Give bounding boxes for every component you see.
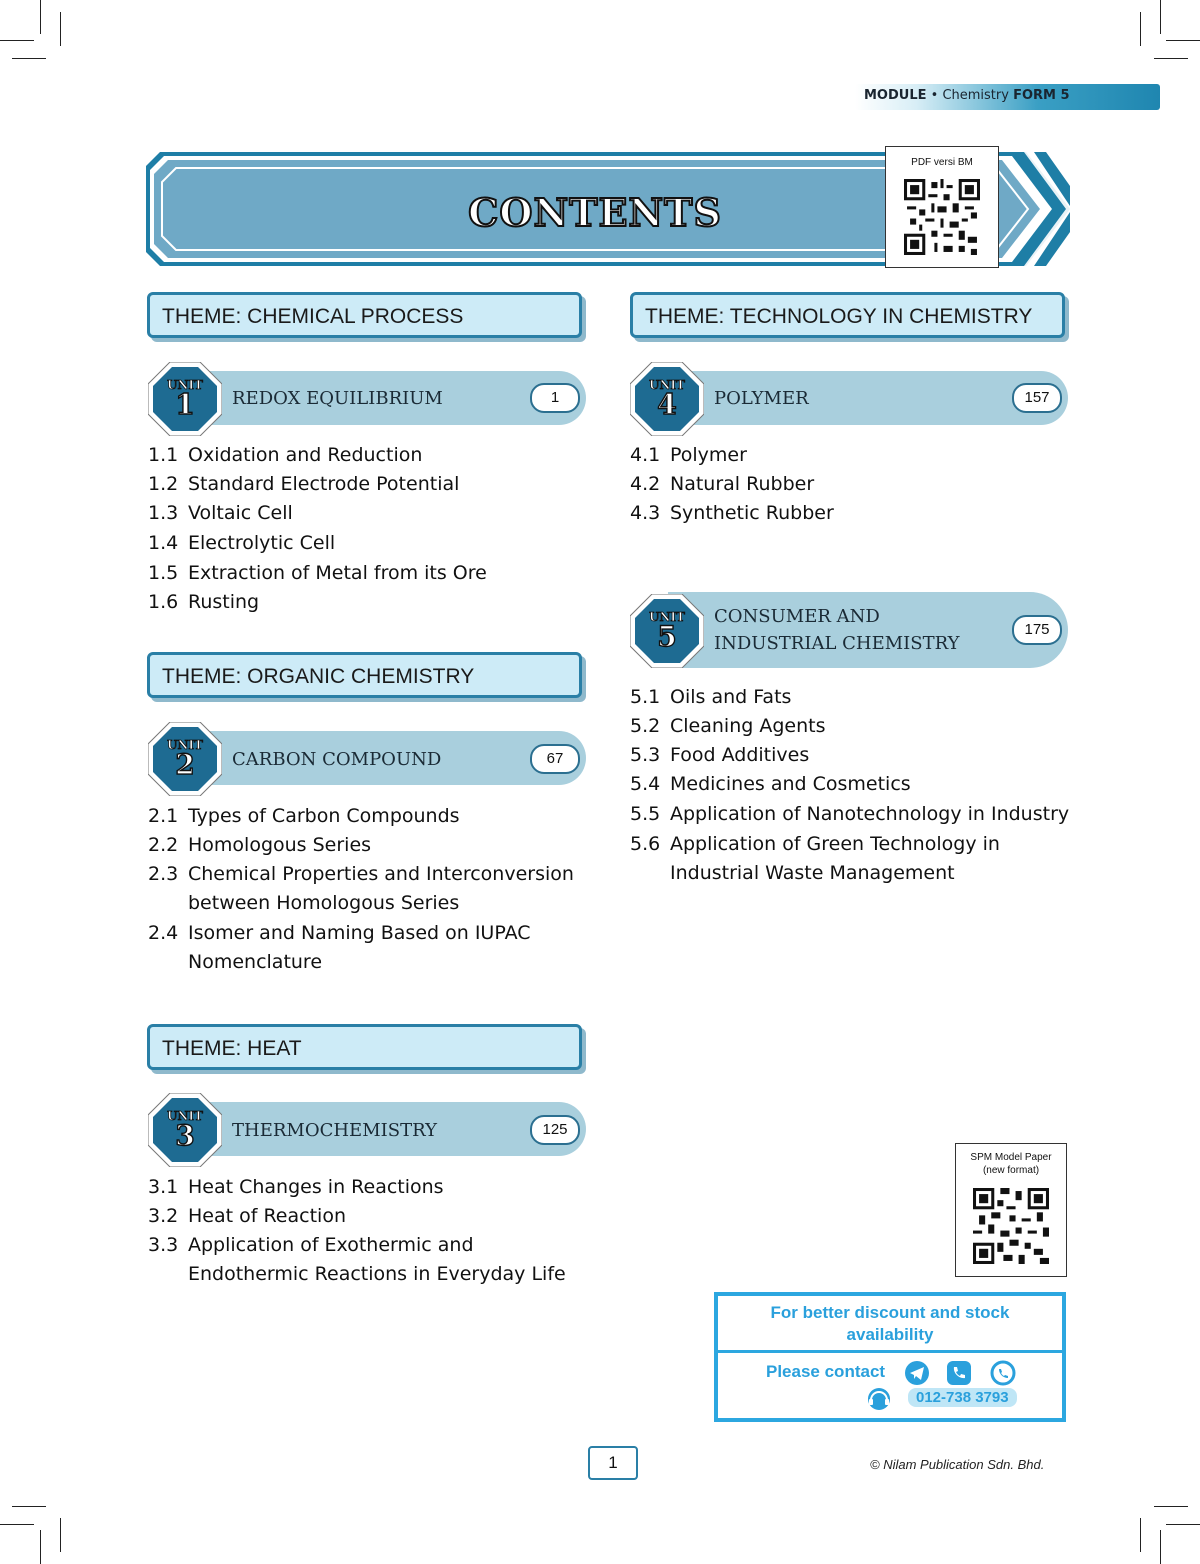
promo-box	[714, 1292, 1066, 1422]
divider	[718, 1350, 1062, 1353]
crop-mark	[60, 1518, 61, 1552]
list-item[interactable]	[630, 770, 911, 799]
item-text: Cleaning Agents	[670, 715, 826, 737]
crop-mark	[40, 0, 41, 34]
qr-label: SPM Model Paper	[970, 1152, 1052, 1163]
unit-word: UNIT	[649, 610, 685, 624]
crop-mark	[0, 40, 34, 41]
list-item[interactable]	[630, 683, 791, 712]
crop-mark	[1160, 0, 1161, 34]
item-number: 2.3	[148, 863, 179, 885]
item-text: Standard Electrode Potential	[188, 473, 460, 495]
qr-code-bm[interactable]	[885, 146, 999, 268]
promo-heading	[718, 1302, 1062, 1346]
qr-label: PDF versi BM	[911, 157, 973, 168]
list-item[interactable]	[148, 1173, 444, 1202]
theme-title: THEME: ORGANIC CHEMISTRY	[162, 665, 475, 688]
qr-code-spm[interactable]	[955, 1143, 1067, 1277]
theme-heat	[147, 1024, 582, 1070]
item-number: 3.2	[148, 1205, 179, 1227]
unit-5-title-line1: CONSUMER AND	[714, 606, 880, 627]
item-text: Application of Nanotechnology in Industry	[670, 803, 1070, 825]
list-item[interactable]	[148, 559, 487, 588]
unit-1-badge	[148, 362, 222, 436]
item-text: Voltaic Cell	[188, 502, 293, 524]
item-text: Electrolytic Cell	[188, 532, 336, 554]
item-text: Extraction of Metal from its Ore	[188, 562, 487, 584]
unit-5-badge	[630, 594, 704, 668]
list-item[interactable]	[148, 1231, 566, 1289]
list-item[interactable]	[630, 741, 809, 770]
crop-mark	[0, 1524, 34, 1525]
unit-word: UNIT	[167, 378, 203, 392]
item-number: 1.5	[148, 562, 179, 584]
item-number: 5.3	[630, 744, 661, 766]
unit-5-page: 175	[1012, 615, 1062, 645]
item-number: 1.2	[148, 473, 179, 495]
item-number: 4.2	[630, 473, 661, 495]
item-number: 5.4	[630, 773, 661, 795]
unit-4-title: POLYMER	[714, 388, 809, 409]
qr-label: (new format)	[982, 1165, 1040, 1176]
whatsapp-icon[interactable]	[990, 1360, 1016, 1386]
item-text: Heat of Reaction	[188, 1205, 346, 1227]
item-text: Application of Green Technology in	[670, 833, 1000, 855]
page-number: 1	[588, 1446, 638, 1480]
unit-3-page: 125	[530, 1115, 580, 1145]
item-text: Polymer	[670, 444, 747, 466]
list-item[interactable]	[148, 441, 422, 470]
item-number: 5.6	[630, 833, 661, 855]
module-header	[864, 88, 1070, 103]
crop-mark	[1166, 1524, 1200, 1525]
item-text-continued: Nomenclature	[188, 951, 323, 973]
list-item[interactable]	[630, 499, 834, 528]
copyright: © Nilam Publication Sdn. Bhd.	[870, 1457, 1045, 1472]
crop-mark	[1140, 12, 1141, 46]
item-number: 1.4	[148, 532, 179, 554]
list-item[interactable]	[148, 529, 335, 558]
item-text-continued: Industrial Waste Management	[670, 862, 955, 884]
item-text: Medicines and Cosmetics	[670, 773, 911, 795]
qr-icon	[973, 1188, 1049, 1264]
theme-title: THEME: HEAT	[162, 1037, 302, 1060]
item-number: 4.3	[630, 502, 661, 524]
unit-number: 2	[175, 748, 195, 781]
unit-number: 5	[657, 620, 677, 653]
unit-2-title: CARBON COMPOUND	[232, 749, 442, 770]
item-text: Chemical Properties and Interconversion	[188, 863, 574, 885]
list-item[interactable]	[148, 470, 459, 499]
list-item[interactable]	[148, 860, 574, 918]
item-number: 4.1	[630, 444, 661, 466]
item-number: 2.2	[148, 834, 179, 856]
list-item[interactable]	[148, 499, 293, 528]
phone-icon[interactable]	[946, 1360, 972, 1386]
item-text: Homologous Series	[188, 834, 372, 856]
item-number: 1.1	[148, 444, 179, 466]
item-number: 3.1	[148, 1176, 179, 1198]
list-item[interactable]	[148, 588, 259, 617]
theme-chemical-process	[147, 292, 582, 338]
crop-mark	[1140, 1518, 1141, 1552]
item-text: Oils and Fats	[670, 686, 792, 708]
item-text: Types of Carbon Compounds	[188, 805, 460, 827]
unit-number: 3	[175, 1119, 195, 1152]
item-text-continued: Endothermic Reactions in Everyday Life	[188, 1263, 566, 1285]
list-item[interactable]	[630, 830, 1000, 888]
item-text-continued: between Homologous Series	[188, 892, 460, 914]
headset-icon	[864, 1386, 894, 1412]
list-item[interactable]	[148, 831, 371, 860]
subject: Chemistry	[942, 88, 1009, 103]
list-item[interactable]	[148, 919, 531, 977]
module-label: MODULE	[864, 88, 927, 103]
crop-mark	[1154, 1506, 1188, 1507]
item-number: 1.3	[148, 502, 179, 524]
item-text: Oxidation and Reduction	[188, 444, 423, 466]
list-item[interactable]	[630, 470, 814, 499]
theme-title: THEME: TECHNOLOGY IN CHEMISTRY	[645, 305, 1033, 328]
unit-4-page: 157	[1012, 383, 1062, 413]
unit-word: UNIT	[167, 738, 203, 752]
list-item[interactable]	[148, 802, 460, 831]
promo-heading-line2: availability	[846, 1325, 934, 1344]
page-title: CONTENTS	[468, 190, 722, 235]
unit-4-badge	[630, 362, 704, 436]
list-item[interactable]	[630, 441, 747, 470]
unit-number: 1	[175, 388, 195, 421]
item-text: Natural Rubber	[670, 473, 815, 495]
unit-number: 4	[657, 388, 677, 421]
unit-1-page: 1	[530, 383, 580, 413]
unit-3-badge	[148, 1093, 222, 1167]
unit-2-page: 67	[530, 744, 580, 774]
list-item[interactable]	[630, 712, 825, 741]
crop-mark	[1166, 40, 1200, 41]
item-number: 1.6	[148, 591, 179, 613]
item-text: Synthetic Rubber	[670, 502, 834, 524]
contact-label: Please contact	[766, 1362, 886, 1381]
promo-heading-line1: For better discount and stock	[770, 1303, 1010, 1322]
theme-organic	[147, 652, 582, 698]
separator: •	[926, 88, 943, 103]
item-text: Application of Exothermic and	[188, 1234, 474, 1256]
item-number: 5.1	[630, 686, 661, 708]
item-number: 3.3	[148, 1234, 179, 1256]
theme-technology	[630, 292, 1065, 338]
unit-word: UNIT	[167, 1109, 203, 1123]
item-text: Heat Changes in Reactions	[188, 1176, 444, 1198]
unit-5-title-line2: INDUSTRIAL CHEMISTRY	[714, 633, 960, 654]
item-number: 5.2	[630, 715, 661, 737]
unit-1-title: REDOX EQUILIBRIUM	[232, 388, 443, 409]
item-text: Rusting	[188, 591, 260, 613]
item-text: Isomer and Naming Based on IUPAC	[188, 922, 531, 944]
phone-number[interactable]: 012-738 3793	[908, 1388, 1017, 1407]
item-number: 2.4	[148, 922, 179, 944]
list-item[interactable]	[630, 800, 1069, 829]
crop-mark	[1154, 58, 1188, 59]
telegram-icon[interactable]	[904, 1360, 930, 1386]
crop-mark	[1160, 1530, 1161, 1564]
item-number: 5.5	[630, 803, 661, 825]
unit-word: UNIT	[649, 378, 685, 392]
form-label: FORM 5	[1013, 88, 1070, 103]
item-text: Food Additives	[670, 744, 810, 766]
crop-mark	[12, 1506, 46, 1507]
unit-3-title: THERMOCHEMISTRY	[232, 1120, 437, 1141]
crop-mark	[12, 58, 46, 59]
theme-title: THEME: CHEMICAL PROCESS	[162, 305, 464, 328]
list-item[interactable]	[148, 1202, 346, 1231]
crop-mark	[40, 1530, 41, 1564]
qr-icon	[904, 179, 980, 255]
item-number: 2.1	[148, 805, 179, 827]
crop-mark	[60, 12, 61, 46]
unit-2-badge	[148, 722, 222, 796]
